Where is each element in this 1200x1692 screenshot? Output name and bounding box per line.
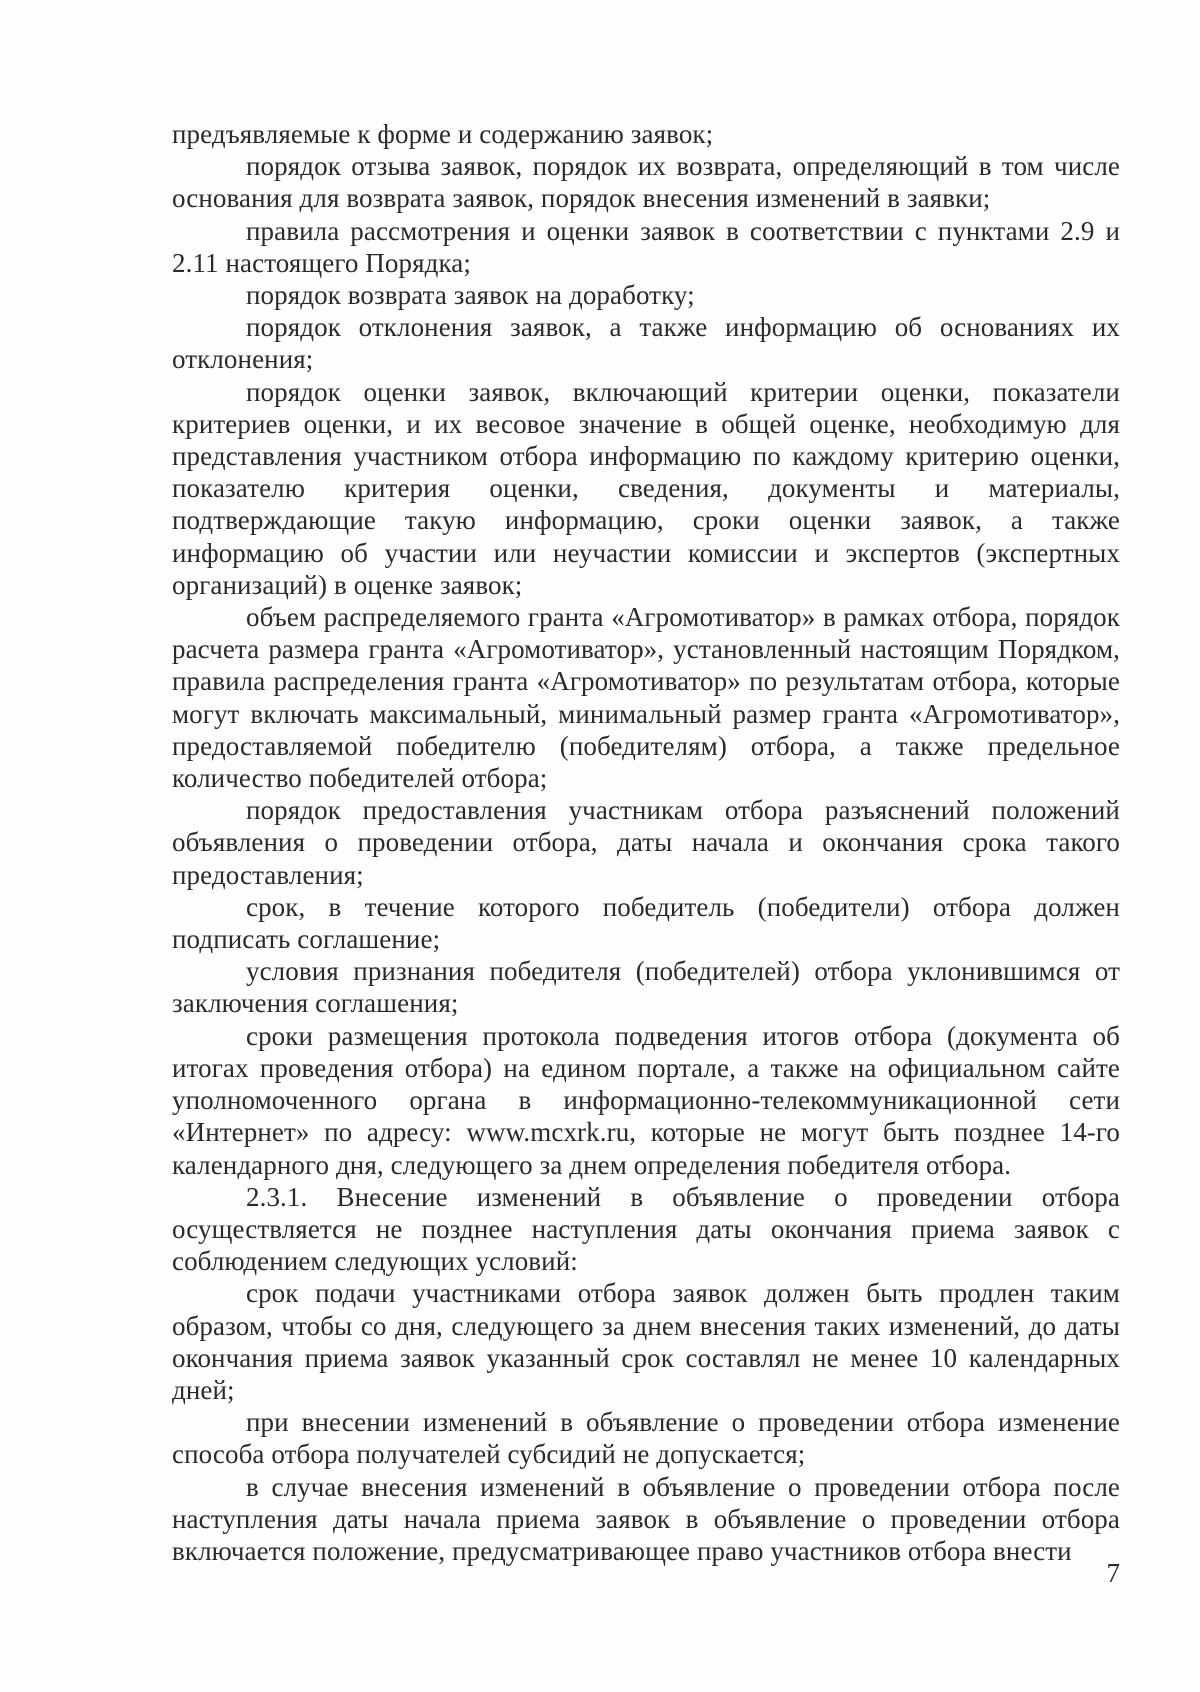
document-body [172,118,1120,1567]
paragraph-11: сроки размещения протокола подведения итогов отбора (документа об итогах проведения отбора) на едином портале, а также на официальном сайте уполномоченного органа в информационно-телекоммуникационной сети «Интернет» по адресу: www.mcxrk.ru, которые не могут быть позднее 14-го календарного дня, следующего за днем определения победителя отбора. [172,1020,1120,1180]
paragraph-5: порядок отклонения заявок, а также информацию об основаниях их отклонения; [172,312,1120,375]
paragraph-2: порядок отзыва заявок, порядок их возврата, определяющий в том числе основания для возврата заявок, порядок внесения изменений в заявки; [172,151,1120,214]
paragraph-9: срок, в течение которого победитель (победители) отбора должен подписать соглашение; [172,891,1120,955]
paragraph-7: объем распределяемого гранта «Агромотиватор» в рамках отбора, порядок расчета размера гранта «Агромотиватор», установленный настоящим Порядком, правила распределения гранта «Агромотиватор» по результатам отбора, которые могут включать максимальный, минимальный размер гранта «Агромотиватор», предоставляемой победителю (победителям) отбора, а также предельное количество победителей отбора; [172,602,1120,794]
page-number: 7 [1106,1558,1120,1588]
paragraph-1: предъявляемые к форме и содержанию заявок; [172,119,714,149]
paragraph-4: порядок возврата заявок на доработку; [246,280,695,311]
paragraph-13: срок подачи участниками отбора заявок должен быть продлен таким образом, чтобы со дня, следующего за днем внесения таких изменений, до даты окончания приема заявок указанный срок составлял не менее 10 календарных дней; [172,1278,1120,1405]
paragraph-8: порядок предоставления участникам отбора разъяснений положений объявления о проведении отбора, даты начала и окончания срока такого предоставления; [172,795,1120,890]
paragraph-3: правила рассмотрения и оценки заявок в соответствии с пунктами 2.9 и 2.11 настоящего Порядка; [172,215,1120,278]
paragraph-14: при внесении изменений в объявление о проведении отбора изменение способа отбора получателей субсидий не допускается; [172,1407,1120,1470]
paragraph-12: 2.3.1. Внесение изменений в объявление о проведении отбора осуществляется не позднее наступления даты окончания приема заявок с соблюдением следующих условий: [172,1181,1120,1277]
paragraph-15: в случае внесения изменений в объявление о проведении отбора после наступления даты начала приема заявок в объявление о проведении отбора включается положение, предусматривающее право участников отбора внести [172,1471,1120,1566]
paragraph-10: условия признания победителя (победителей) отбора уклонившимся от заключения соглашения; [172,956,1120,1019]
paragraph-6: порядок оценки заявок, включающий критерии оценки, показатели критериев оценки, и их весовое значение в общей оценке, необходимую для представления участником отбора информацию по каждому критерию оценки, показателю критерия оценки, сведения, документы и материалы, подтверждающие такую информацию, сроки оценки заявок, а также информацию об участии или неучастии комиссии и экспертов (экспертных организаций) в оценке заявок; [172,376,1120,600]
